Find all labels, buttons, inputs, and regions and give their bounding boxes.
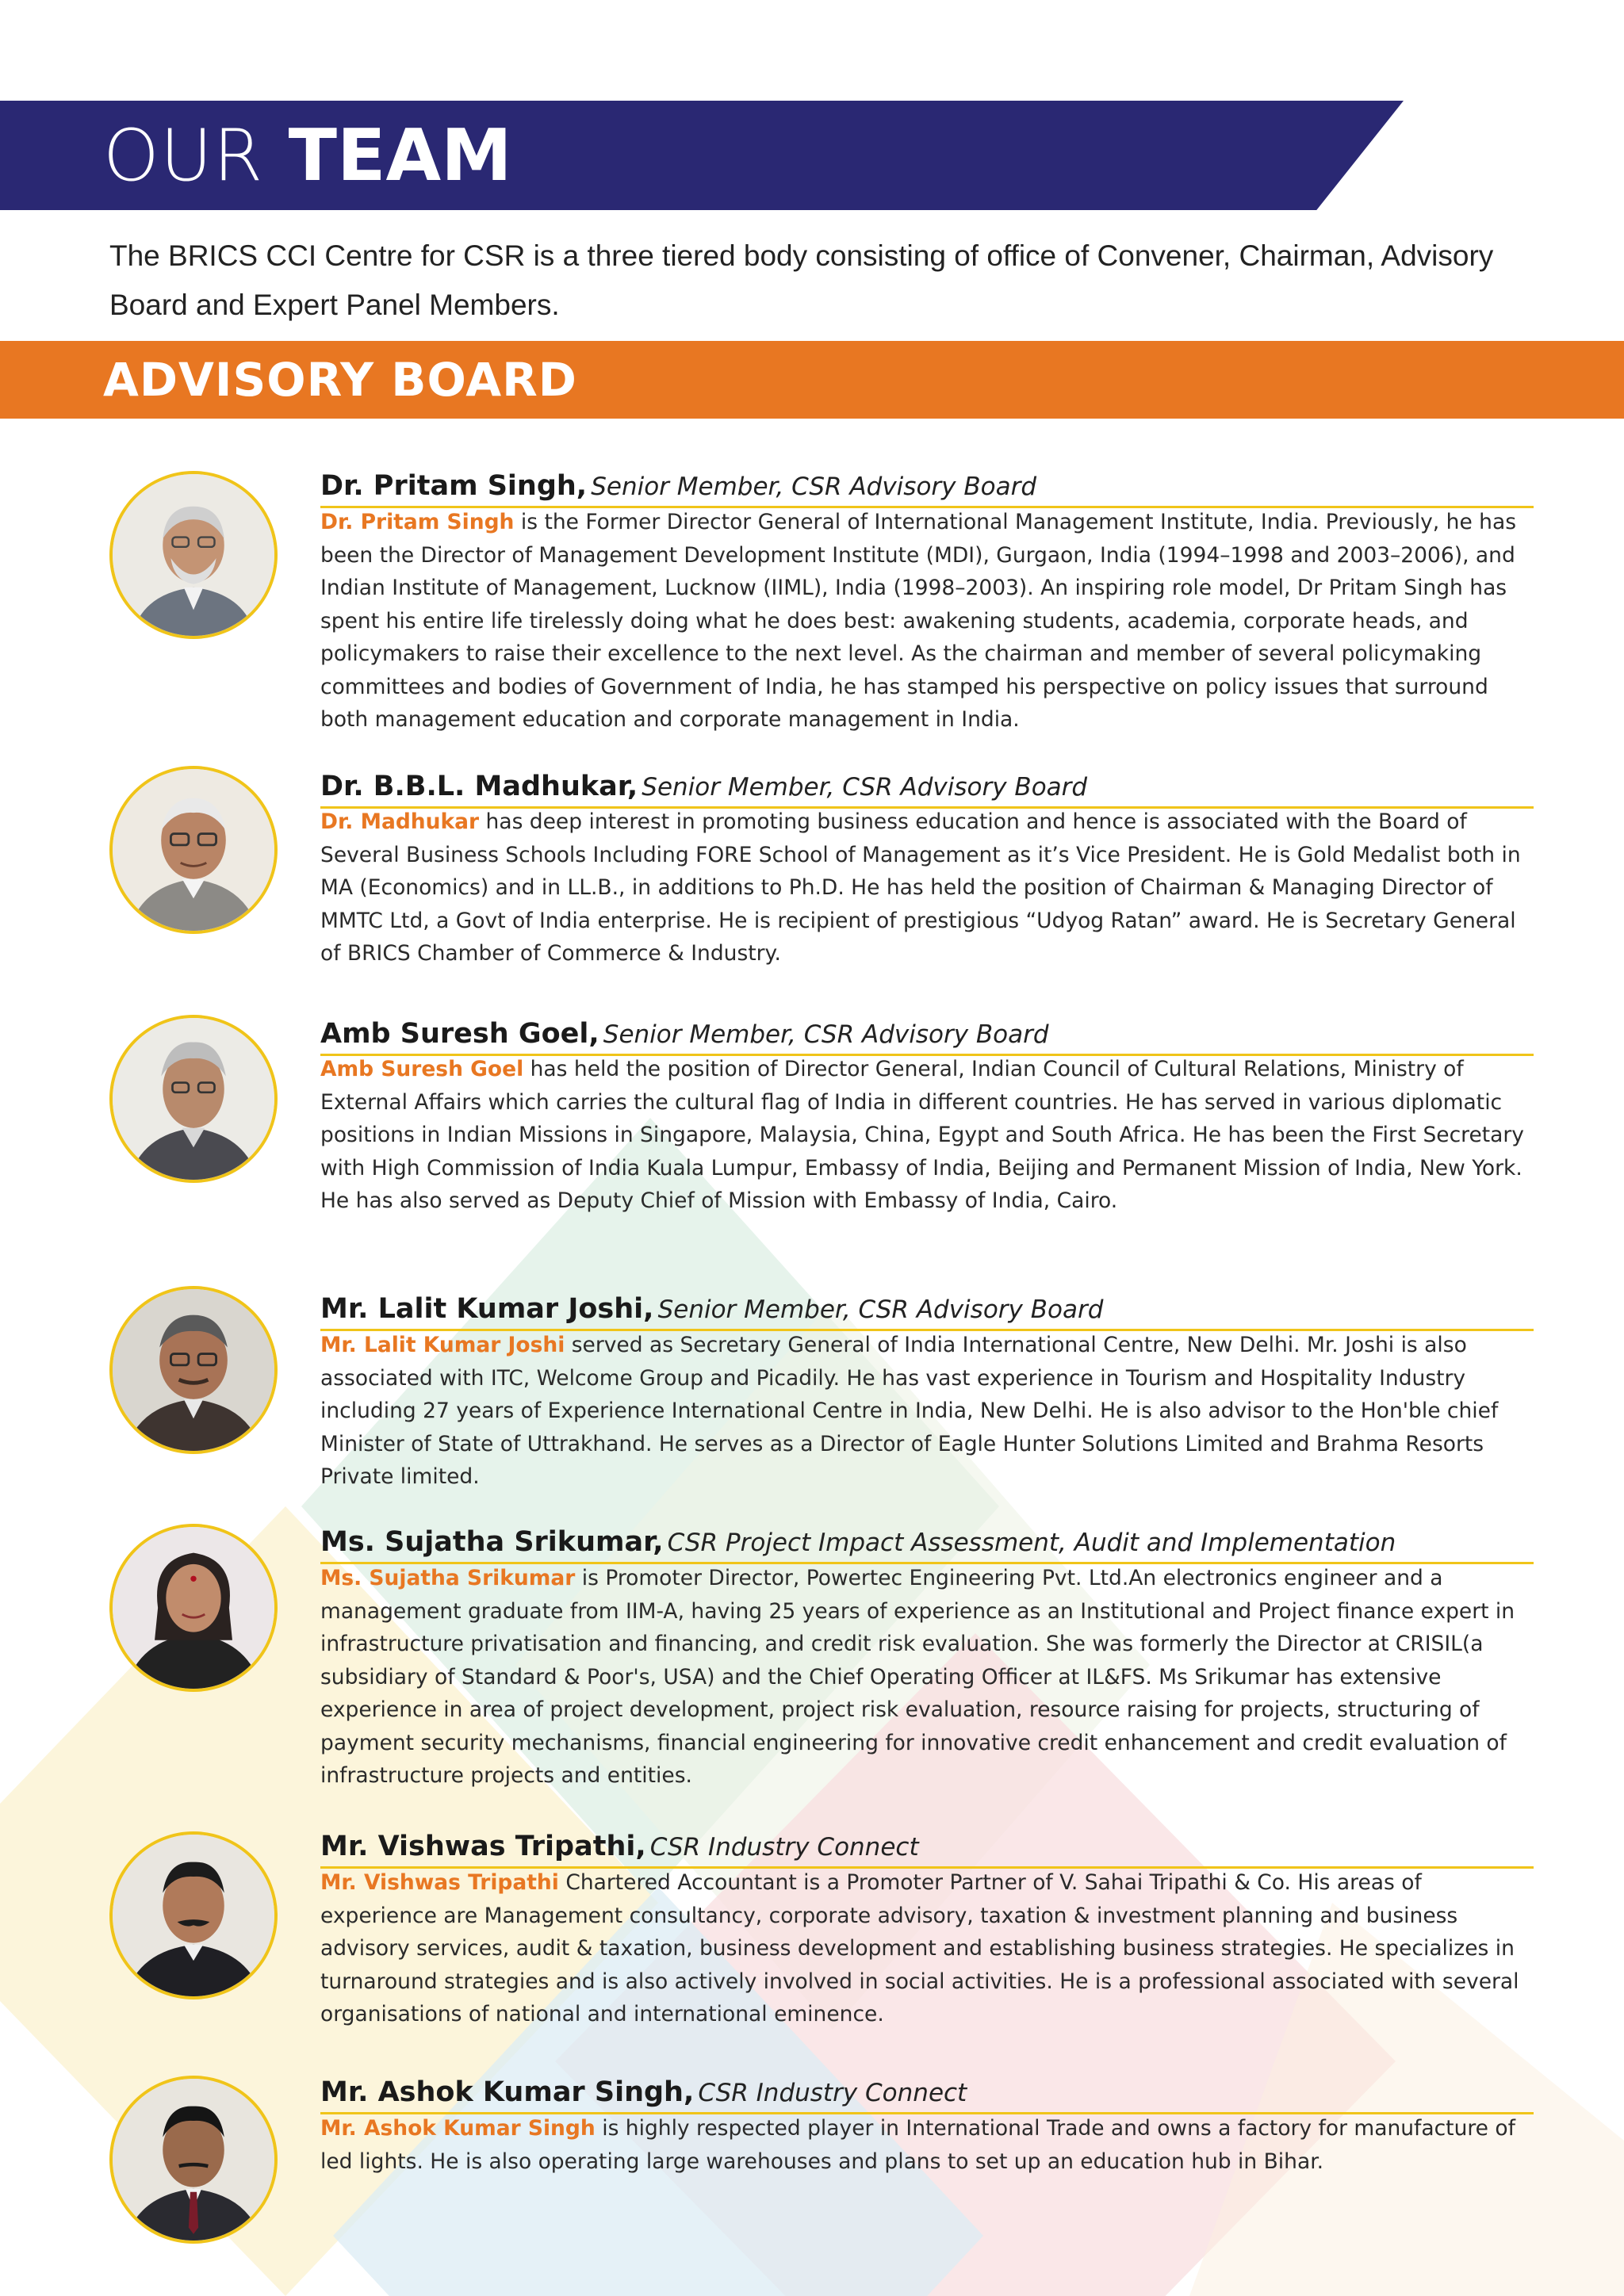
member-heading bbox=[320, 2072, 1534, 2114]
member-bio bbox=[320, 1329, 1542, 1494]
person-portrait-icon bbox=[113, 1289, 274, 1451]
member-bio-text: is Promoter Director, Powertec Engineering Pvt. Ltd.An electronics engineer and a management graduate from IIM-A, having 25 years of experience as an Institutional and Project finance expert in infrastructure privatisation and financing, and credit risk evaluation. She was formerly the Director at CRISIL(a subsidiary of Standard & Poor's, USA) and the Chief Operating Officer at IL&FS. Ms Srikumar has extensive experience in area of project development, project risk evaluation, resource raising for projects, structuring of payment security mechanisms, financial engineering for innovative credit enhancement and credit evaluation of infrastructure projects and entities. bbox=[320, 1566, 1515, 1788]
person-portrait-icon bbox=[113, 1835, 274, 1996]
member-bio-text: is highly respected player in International Trade and owns a factory for manufacture of led lights. He is also operating large warehouses and plans to set up an education hub in Bihar. bbox=[320, 2116, 1515, 2174]
member-bio bbox=[320, 1053, 1542, 1218]
member-role: CSR Project Impact Assessment, Audit and Implementation bbox=[667, 1529, 1396, 1557]
member-name: Amb Suresh Goel, bbox=[320, 1018, 599, 1050]
member-heading bbox=[320, 1522, 1534, 1564]
intro-text: The BRICS CCI Centre for CSR is a three tiered body consisting of office of Convener, Chairman, Advisory Board and Expert Panel Members. bbox=[109, 239, 1494, 321]
member-role: CSR Industry Connect bbox=[649, 1833, 919, 1862]
member-role: Senior Member, CSR Advisory Board bbox=[591, 473, 1037, 501]
member-role: Senior Member, CSR Advisory Board bbox=[642, 773, 1088, 802]
member-bio-highlight: Dr. Madhukar bbox=[320, 809, 480, 834]
member-photo bbox=[109, 1524, 278, 1692]
member-bio-highlight: Mr. Ashok Kumar Singh bbox=[320, 2116, 596, 2141]
member-bio bbox=[320, 1866, 1542, 2031]
member-heading bbox=[320, 767, 1534, 809]
member-heading bbox=[320, 1014, 1534, 1056]
member-bio-highlight: Ms. Sujatha Srikumar bbox=[320, 1566, 576, 1590]
section-title: ADVISORY BOARD bbox=[103, 353, 577, 407]
member-role: Senior Member, CSR Advisory Board bbox=[603, 1020, 1049, 1049]
member-role: CSR Industry Connect bbox=[698, 2079, 967, 2107]
member-name: Mr. Lalit Kumar Joshi, bbox=[320, 1293, 654, 1325]
member-photo bbox=[109, 1015, 278, 1183]
member-bio-text: is the Former Director General of International Management Institute, India. Previously, he has been the Director of Management Development Institute (MDI), Gurgaon, India (1994–1998 and 2003–2006), and Indian Institute of Management, Lucknow (IIML), India (1998–2003). An inspiring role model, Dr Pritam Singh has spent his entire life tirelessly doing what he does best: awakening students, academia, corporate heads, and policymakers to raise their excellence to the next level. As the chairman and member of several policymaking committees and bodies of Government of India, he has stamped his perspective on policy issues that surround both management education and corporate management in India. bbox=[320, 510, 1517, 732]
person-portrait-icon bbox=[113, 474, 274, 636]
member-bio-highlight: Mr. Lalit Kumar Joshi bbox=[320, 1333, 565, 1357]
member-bio-highlight: Dr. Pritam Singh bbox=[320, 510, 515, 534]
person-portrait-icon bbox=[113, 1527, 274, 1689]
member-bio-text: Chartered Accountant is a Promoter Partner of V. Sahai Tripathi & Co. His areas of experience are Management consultancy, corporate advisory, taxation & investment planning and business advisory services, audit & taxation, business development and establishing business strategies. He specializes in turnaround strategies and is also actively involved in social activities. He is a professional associated with several organisations of national and international eminence. bbox=[320, 1870, 1519, 2026]
member-bio-text: served as Secretary General of India International Centre, New Delhi. Mr. Joshi is also associated with ITC, Welcome Group and Picadily. He has vast experience in Tourism and Hospitality Industry including 27 years of Experience International Centre in India, New Delhi. He is also advisor to the Hon'ble chief Minister of State of Uttrakhand. He serves as a Director of Eagle Hunter Solutions Limited and Brahma Resorts Private limited. bbox=[320, 1333, 1499, 1489]
member-heading bbox=[320, 1827, 1534, 1869]
person-portrait-icon bbox=[113, 769, 274, 931]
page-title bbox=[103, 109, 512, 204]
member-bio bbox=[320, 2112, 1542, 2178]
member-photo bbox=[109, 1831, 278, 1999]
member-name: Dr. B.B.L. Madhukar, bbox=[320, 771, 638, 802]
member-bio bbox=[320, 806, 1542, 970]
member-photo bbox=[109, 1286, 278, 1454]
member-bio-text: has deep interest in promoting business education and hence is associated with the Board of Several Business Schools Including FORE School of Management as it’s Vice President. He is Gold Medalist both in MA (Economics) and in LL.B., in additions to Ph.D. He has held the position of Chairman & Managing Director of MMTC Ltd, a Govt of India enterprise. He is recipient of prestigious “Udyog Ratan” award. He is Secretary General of BRICS Chamber of Commerce & Industry. bbox=[320, 809, 1521, 966]
member-photo bbox=[109, 766, 278, 934]
member-name: Dr. Pritam Singh, bbox=[320, 470, 588, 502]
member-bio bbox=[320, 1562, 1542, 1793]
member-role: Senior Member, CSR Advisory Board bbox=[657, 1295, 1104, 1324]
member-photo bbox=[109, 471, 278, 639]
member-bio-highlight: Mr. Vishwas Tripathi bbox=[320, 1870, 559, 1895]
page-title-bold: TEAM bbox=[288, 114, 512, 197]
member-name: Mr. Vishwas Tripathi, bbox=[320, 1831, 646, 1862]
member-name: Ms. Sujatha Srikumar, bbox=[320, 1526, 664, 1558]
member-heading bbox=[320, 1289, 1534, 1331]
member-name: Mr. Ashok Kumar Singh, bbox=[320, 2076, 695, 2108]
person-portrait-icon bbox=[113, 2079, 274, 2241]
member-bio-highlight: Amb Suresh Goel bbox=[320, 1057, 524, 1081]
page-title-light: OUR bbox=[103, 114, 264, 197]
member-photo bbox=[109, 2076, 278, 2244]
person-portrait-icon bbox=[113, 1018, 274, 1180]
member-bio bbox=[320, 506, 1542, 737]
member-bio-text: has held the position of Director General, Indian Council of Cultural Relations, Ministry of External Affairs which carries the cultural flag of India in different countries. He has served in various diplomatic positions in Indian Missions in Singapore, Malaysia, China, Egypt and South Africa. He has been the First Secretary with High Commission of India Kuala Lumpur, Embassy of India, Beijing and Permanent Mission of India, New York. He has also served as Deputy Chief of Mission with Embassy of India, Cairo. bbox=[320, 1057, 1524, 1213]
member-heading bbox=[320, 466, 1534, 508]
